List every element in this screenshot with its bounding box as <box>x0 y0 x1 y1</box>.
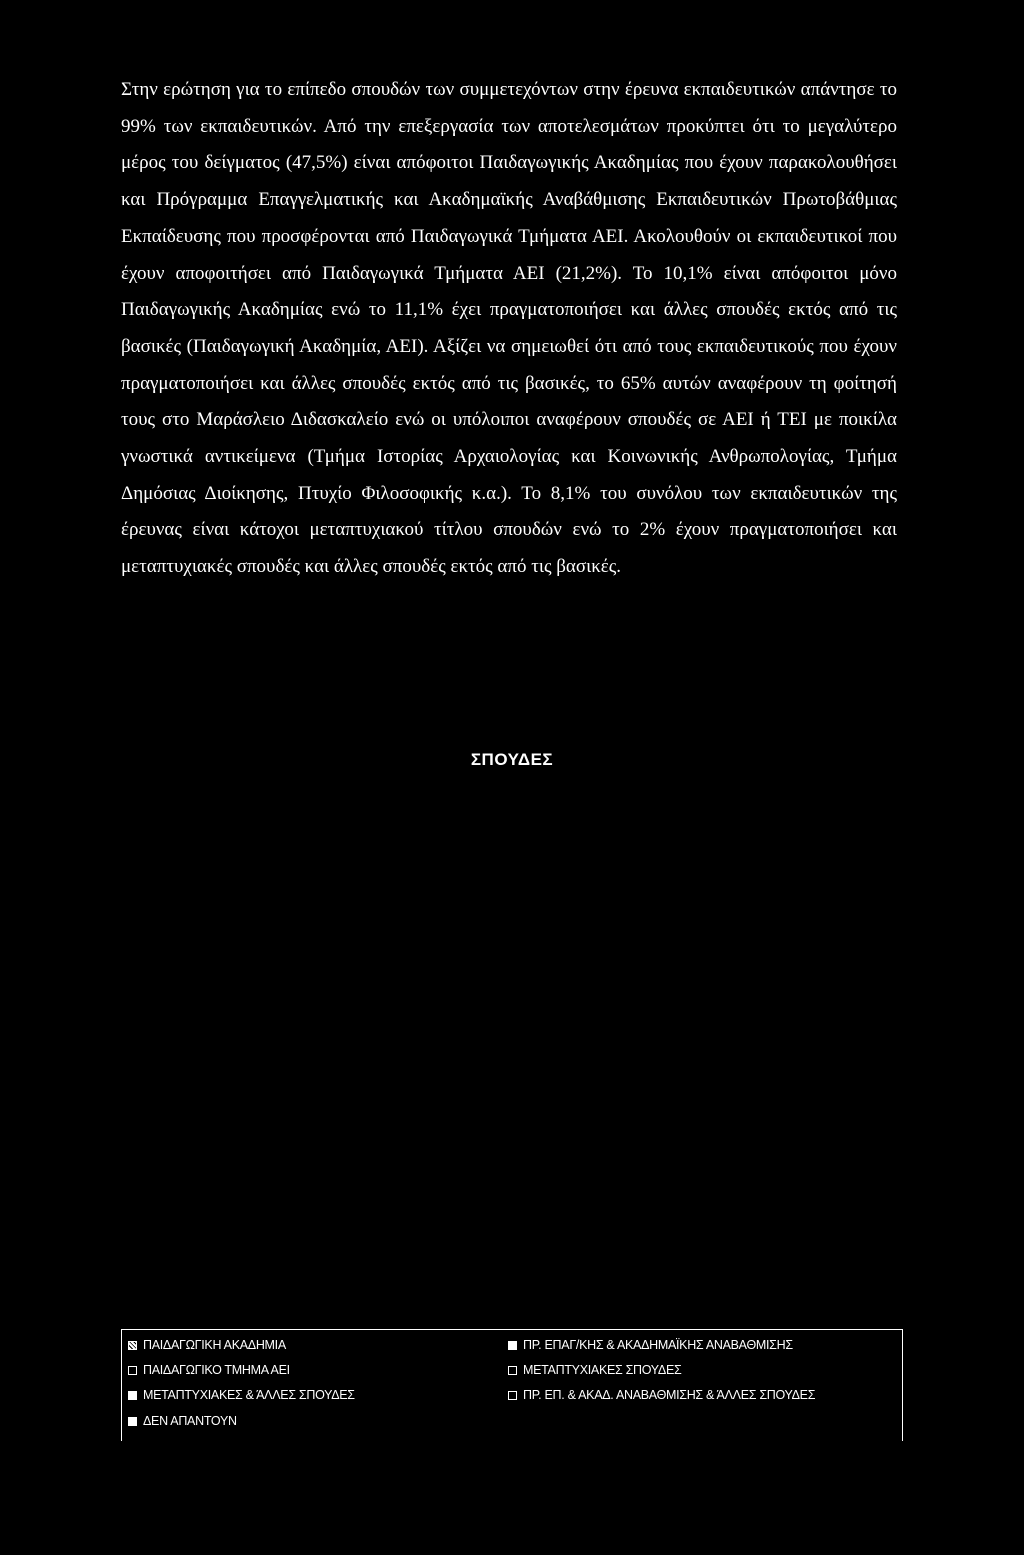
legend-item-pr-ep-akad-alles-spoudes <box>508 1388 815 1402</box>
legend-swatch <box>508 1341 517 1350</box>
legend-label: ΠΑΙΔΑΓΩΓΙΚΟ ΤΜΗΜΑ ΑΕΙ <box>143 1363 290 1377</box>
legend-item-metaptyxiakes-spoudes <box>508 1363 681 1377</box>
chart-plot-area <box>121 790 903 1310</box>
legend-label: ΠΡ. ΕΠ. & ΑΚΑΔ. ΑΝΑΒΑΘΜΙΣΗΣ & ΆΛΛΕΣ ΣΠΟΥΔΕΣ <box>523 1388 816 1402</box>
legend-label: ΜΕΤΑΠΤΥΧΙΑΚΕΣ ΣΠΟΥΔΕΣ <box>523 1363 682 1377</box>
legend-item-metaptyxiakes-alles-spoudes <box>128 1388 355 1402</box>
legend-label: ΜΕΤΑΠΤΥΧΙΑΚΕΣ & ΆΛΛΕΣ ΣΠΟΥΔΕΣ <box>143 1388 355 1402</box>
legend-swatch <box>128 1366 137 1375</box>
body-paragraph: Στην ερώτηση για το επίπεδο σπουδών των συμμετεχόντων στην έρευνα εκπαιδευτικών απάντησε το 99% των εκπαιδευτικών. Από την επεξεργασία των αποτελεσμάτων προκύπτει ότι το μεγαλύτερο μέρος του δείγματος (47,5%) είναι απόφοιτοι Παιδαγωγικής Ακαδημίας που έχουν παρακολουθήσει και Πρόγραμμα Επαγγελματικής και Ακαδημαϊκής Αναβάθμισης Εκπαιδευτικών Πρωτοβάθμιας Εκπαίδευσης που προσφέρονται από Παιδαγωγικά Τμήματα ΑΕΙ. Ακολουθούν οι εκπαιδευτικοί που έχουν αποφοιτήσει από Παιδαγωγικά Τμήματα ΑΕΙ (21,2%). Το 10,1% είναι απόφοιτοι μόνο Παιδαγωγικής Ακαδημίας ενώ το 11,1% έχει πραγματοποιήσει και άλλες σπουδές εκτός από τις βασικές (Παιδαγωγική Ακαδημία, ΑΕΙ). Αξίζει να σημειωθεί ότι από τους εκπαιδευτικούς που έχουν πραγματοποιήσει και άλλες σπουδές εκτός από τις βασικές, το 65% αυτών αναφέρουν τη φοίτησή τους στο Μαράσλειο Διδασκαλείο ενώ οι υπόλοιποι αναφέρουν σπουδές σε ΑΕΙ ή ΤΕΙ με ποικίλα γνωστικά αντικείμενα (Τμήμα Ιστορίας Αρχαιολογίας και Κοινωνικής Ανθρωπολογίας, Τμήμα Δημόσιας Διοίκησης, Πτυχίο Φιλοσοφικής κ.α.). Το 8,1% του συνόλου των εκπαιδευτικών της έρευνας είναι κάτοχοι μεταπτυχιακού τίτλου σπουδών ενώ το 2% έχουν πραγματοποιήσει και μεταπτυχιακές σπουδές και άλλες σπουδές εκτός από τις βασικές. <box>121 79 897 578</box>
legend-label: ΔΕΝ ΑΠΑΝΤΟΥΝ <box>143 1414 237 1428</box>
legend-item-den-apantoun <box>128 1414 237 1428</box>
legend-item-pr-epag-akad-anavathmisis <box>508 1338 793 1352</box>
legend-swatch <box>128 1417 137 1426</box>
legend-swatch <box>508 1391 517 1400</box>
legend-label: ΠΑΙΔΑΓΩΓΙΚΗ ΑΚΑΔΗΜΙΑ <box>143 1338 286 1352</box>
legend-item-paidagogiko-tmima-aei <box>128 1363 290 1377</box>
chart-legend <box>121 1329 903 1441</box>
legend-swatch <box>128 1341 137 1350</box>
legend-swatch <box>128 1391 137 1400</box>
legend-swatch <box>508 1366 517 1375</box>
chart-title: ΣΠΟΥΔΕΣ <box>470 750 554 769</box>
legend-item-paidagogiki-akadimia <box>128 1338 286 1352</box>
legend-label: ΠΡ. ΕΠΑΓ/ΚΗΣ & ΑΚΑΔΗΜΑΪΚΗΣ ΑΝΑΒΑΘΜΙΣΗΣ <box>523 1338 793 1352</box>
